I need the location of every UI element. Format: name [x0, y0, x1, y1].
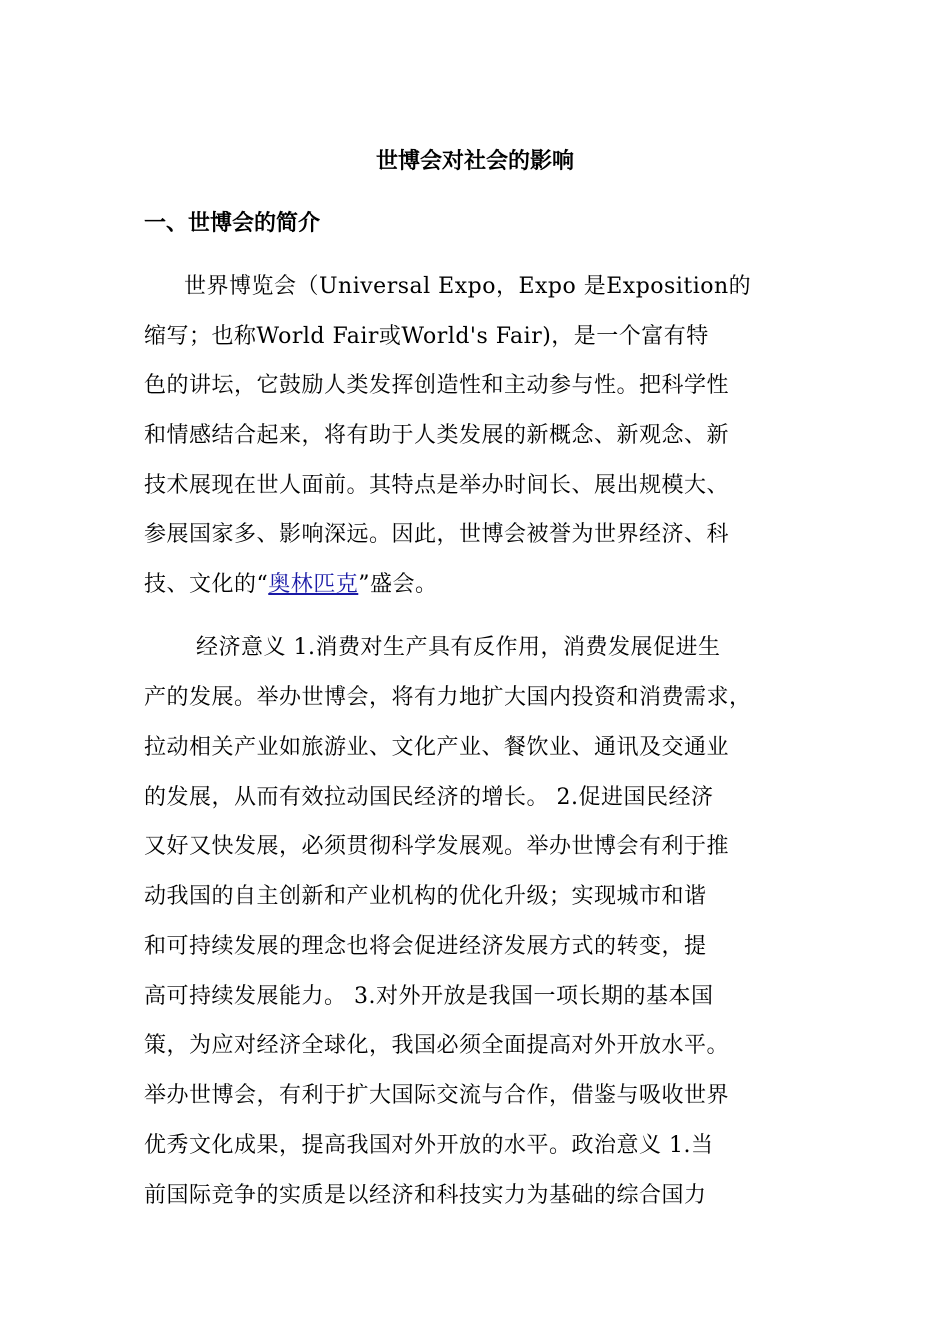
- paragraph-line: 前国际竞争的实质是以经济和科技实力为基础的综合国力: [144, 1183, 707, 1208]
- line-prefix: 技、文化的“: [144, 572, 269, 597]
- paragraph-line: 世界博览会（Universal Expo，Expo 是Exposition的: [184, 274, 752, 299]
- paragraph-line: 策，为应对经济全球化，我国必须全面提高对外开放水平。: [144, 1033, 730, 1058]
- paragraph-line: 拉动相关产业如旅游业、文化产业、餐饮业、通讯及交通业: [144, 735, 730, 760]
- document-title: 世博会对社会的影响: [375, 149, 574, 174]
- paragraph-line: 缩写；也称World Fair或World's Fair)，是一个富有特: [144, 324, 709, 349]
- paragraph-line: 又好又快发展，必须贯彻科学发展观。举办世博会有利于推: [144, 834, 730, 859]
- section-heading: 一、世博会的简介: [144, 211, 321, 236]
- paragraph-line-last: [144, 570, 438, 600]
- paragraph-line: 经济意义 1.消费对生产具有反作用，消费发展促进生: [196, 635, 721, 660]
- paragraph-line: 产的发展。举办世博会，将有力地扩大国内投资和消费需求，: [144, 685, 752, 710]
- paragraph-line: 和可持续发展的理念也将会促进经济发展方式的转变，提: [144, 934, 707, 959]
- paragraph-line: 举办世博会，有利于扩大国际交流与合作，借鉴与吸收世界: [144, 1083, 730, 1108]
- paragraph-line: 参展国家多、影响深远。因此，世博会被誉为世界经济、科: [144, 522, 730, 547]
- paragraph-line: 动我国的自主创新和产业机构的优化升级；实现城市和谐: [144, 884, 707, 909]
- line-suffix: ”盛会。: [358, 572, 438, 597]
- paragraph-line: 技术展现在世人面前。其特点是举办时间长、展出规模大、: [144, 473, 730, 498]
- olympics-link[interactable]: 奥林匹克: [268, 572, 359, 597]
- paragraph-line: 优秀文化成果，提高我国对外开放的水平。政治意义 1.当: [144, 1133, 714, 1158]
- paragraph-line: 的发展，从而有效拉动国民经济的增长。 2.促进国民经济: [144, 785, 714, 810]
- paragraph-line: 色的讲坛，它鼓励人类发挥创造性和主动参与性。把科学性: [144, 373, 730, 398]
- paragraph-line: 高可持续发展能力。 3.对外开放是我国一项长期的基本国: [144, 984, 714, 1009]
- paragraph-line: 和情感结合起来，将有助于人类发展的新概念、新观念、新: [144, 423, 730, 448]
